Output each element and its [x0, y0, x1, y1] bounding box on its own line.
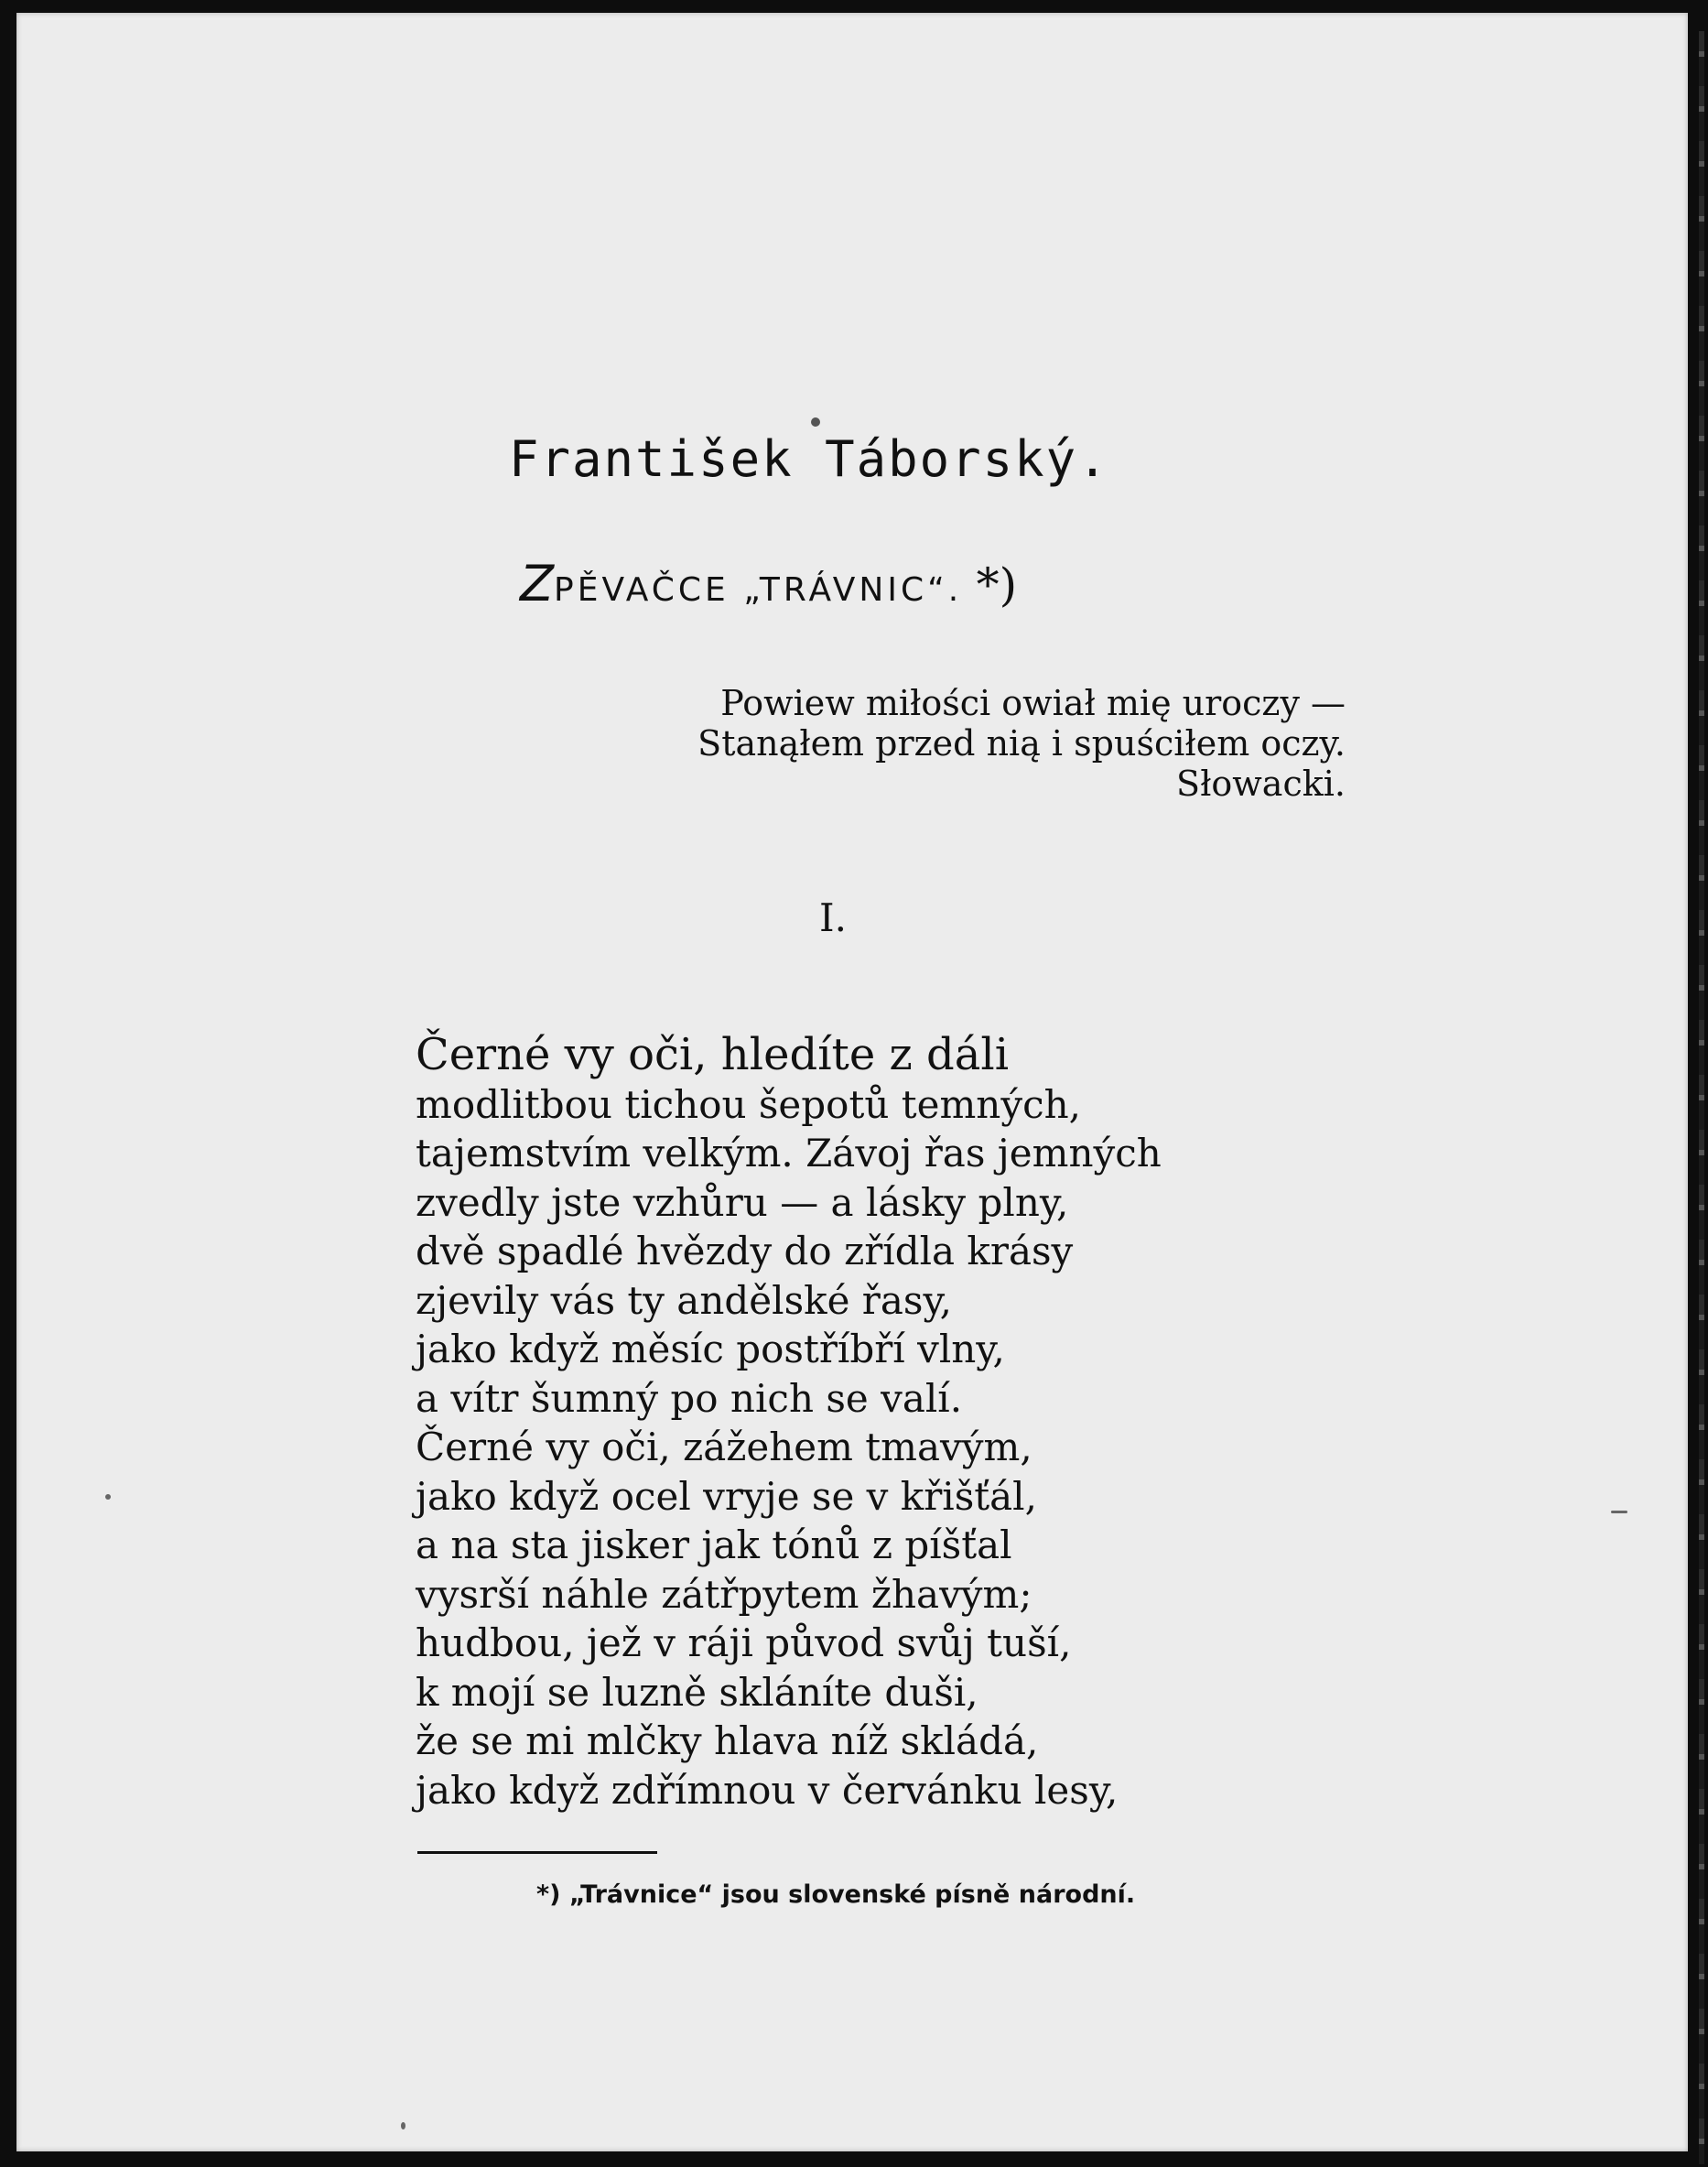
poem-stanza — [416, 1031, 1239, 1815]
poem-line: zjevily vás ty andělské řasy, — [416, 1277, 952, 1323]
poem-title-text: PĚVAČCE „TRÁVNIC“. — [554, 571, 963, 609]
poem-line: a na sta jisker jak tónů z píšťal — [416, 1522, 1012, 1567]
poem-line: zvedly jste vzhůru — a lásky plny, — [416, 1179, 1069, 1225]
ink-speck — [105, 1494, 111, 1500]
poem-line: modlitbou tichou šepotů temných, — [416, 1081, 1082, 1127]
poem-line: Černé vy oči, zážehem tmavým, — [416, 1425, 1032, 1469]
epigraph-attribution: Słowacki. — [1176, 764, 1346, 804]
poem-line: hudbou, jež v ráji původ svůj tuší, — [416, 1620, 1072, 1665]
ink-speck — [401, 2122, 405, 2129]
poem-line: k mojí se luzně skláníte duši, — [416, 1669, 978, 1715]
ink-speck — [811, 417, 820, 427]
author-heading: František Táborský. — [509, 430, 1109, 488]
poem-title-initial: Z — [520, 555, 554, 612]
poem-line: vysrší náhle zátřpytem žhavým; — [416, 1571, 1032, 1617]
poem-line: tajemstvím velkým. Závoj řas jemných — [416, 1131, 1162, 1176]
poem-title — [520, 555, 1017, 612]
footnote-reference: *) — [976, 558, 1018, 612]
page-edge — [1699, 31, 1704, 2164]
poem-line: dvě spadlé hvězdy do zřídla krásy — [416, 1229, 1074, 1273]
poem-line: jako když měsíc postříbří vlny, — [416, 1327, 1005, 1371]
poem-line: a vítr šumný po nich se valí. — [416, 1375, 963, 1421]
poem-line: jako když ocel vryje se v křišťál, — [416, 1473, 1037, 1519]
footnote-divider — [417, 1851, 657, 1854]
section-number: I. — [819, 895, 847, 940]
epigraph — [622, 683, 1346, 804]
poem-line: že se mi mlčky hlava níž skládá, — [416, 1718, 1039, 1763]
epigraph-line: Powiew miłości owiał mię uroczy — — [720, 683, 1346, 723]
poem-line: Černé vy oči, hledíte z dáli — [416, 1029, 1010, 1080]
epigraph-line: Stanąłem przed nią i spuściłem oczy. — [697, 723, 1346, 764]
ink-speck — [1611, 1511, 1627, 1513]
poem-line: jako když zdřímnou v červánku lesy, — [416, 1767, 1119, 1813]
footnote: *) „Trávnice“ jsou slovenské písně národní. — [536, 1880, 1136, 1909]
